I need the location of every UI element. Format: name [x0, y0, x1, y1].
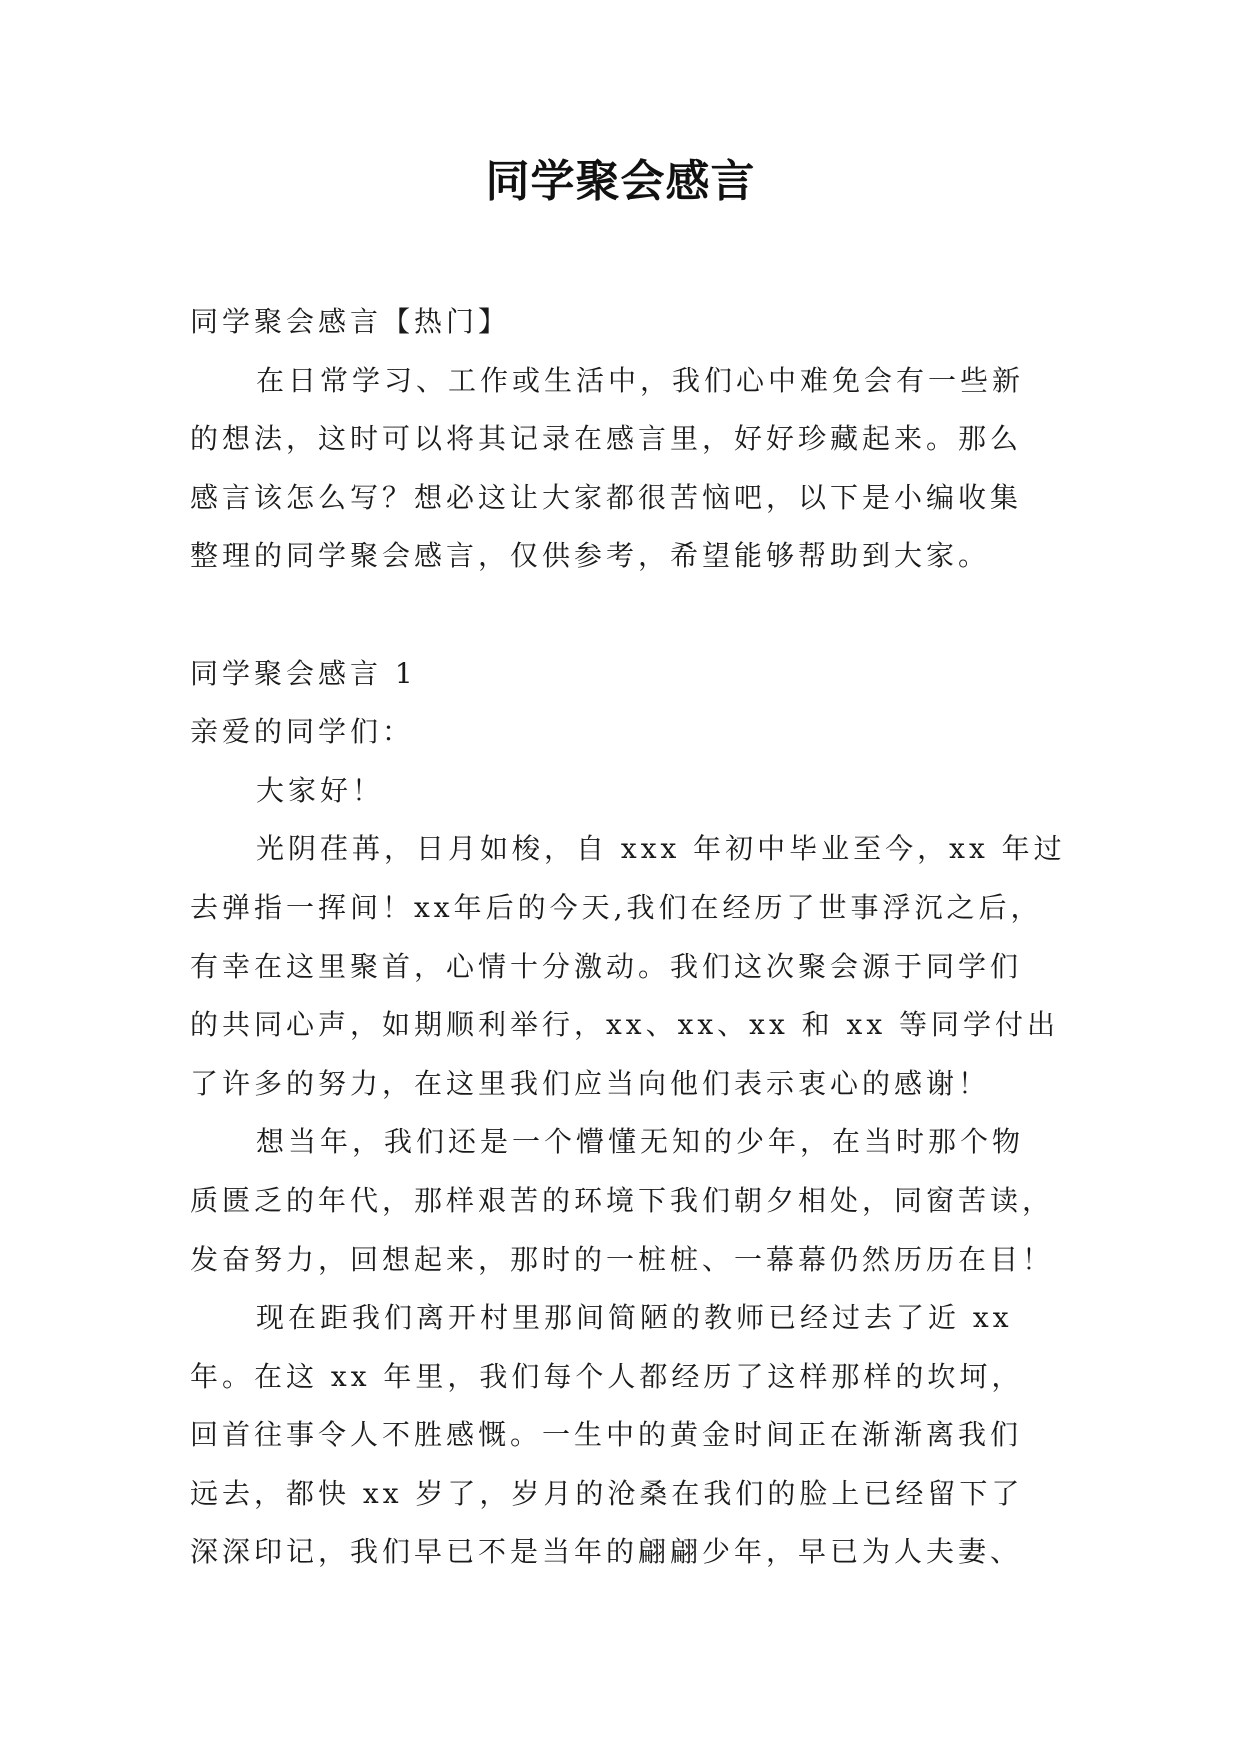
text-line: 整理的同学聚会感言，仅供参考，希望能够帮助到大家。 [190, 539, 991, 573]
text-line: 去弹指一挥间！xx年后的今天,我们在经历了世事浮沉之后， [190, 890, 1043, 924]
text-line: 的共同心声，如期顺利举行，xx、xx、xx 和 xx 等同学付出 [190, 1008, 1060, 1042]
text-line: 的想法，这时可以将其记录在感言里，好好珍藏起来。那么 [190, 422, 1023, 456]
text-line: 了许多的努力，在这里我们应当向他们表示衷心的感谢！ [190, 1066, 991, 1100]
text-line: 发奋努力，回想起来，那时的一桩桩、一幕幕仍然历历在目！ [190, 1242, 1055, 1276]
text-line: 想当年，我们还是一个懵懂无知的少年，在当时那个物 [256, 1125, 1025, 1159]
text-line: 大家好！ [256, 773, 385, 807]
text-line: 质匮乏的年代，那样艰苦的环境下我们朝夕相处，同窗苦读， [190, 1183, 1055, 1217]
document-title: 同学聚会感言 [485, 156, 756, 207]
text-line: 在日常学习、工作或生活中，我们心中难免会有一些新 [256, 363, 1025, 397]
text-line: 光阴荏苒，日月如梭，自 xxx 年初中毕业至今，xx 年过 [256, 832, 1066, 866]
text-line: 现在距我们离开村里那间简陋的教师已经过去了近 xx [256, 1301, 1013, 1335]
text-line: 同学聚会感言 1 [190, 656, 417, 690]
text-line: 远去，都快 xx 岁了，岁月的沧桑在我们的脸上已经留下了 [190, 1476, 1024, 1510]
text-line: 年。在这 xx 年里，我们每个人都经历了这样那样的坎坷， [190, 1359, 1024, 1393]
text-line: 亲爱的同学们： [190, 715, 415, 749]
document-body [190, 293, 1070, 1582]
text-line: 同学聚会感言【热门】 [190, 305, 511, 338]
text-line: 有幸在这里聚首，心情十分激动。我们这次聚会源于同学们 [190, 949, 1023, 983]
text-line: 回首往事令人不胜感慨。一生中的黄金时间正在渐渐离我们 [190, 1418, 1023, 1452]
text-line: 感言该怎么写？想必这让大家都很苦恼吧，以下是小编收集 [190, 480, 1023, 514]
text-line: 深深印记，我们早已不是当年的翩翩少年，早已为人夫妻、 [190, 1535, 1023, 1569]
paragraph-gap [190, 586, 1070, 645]
